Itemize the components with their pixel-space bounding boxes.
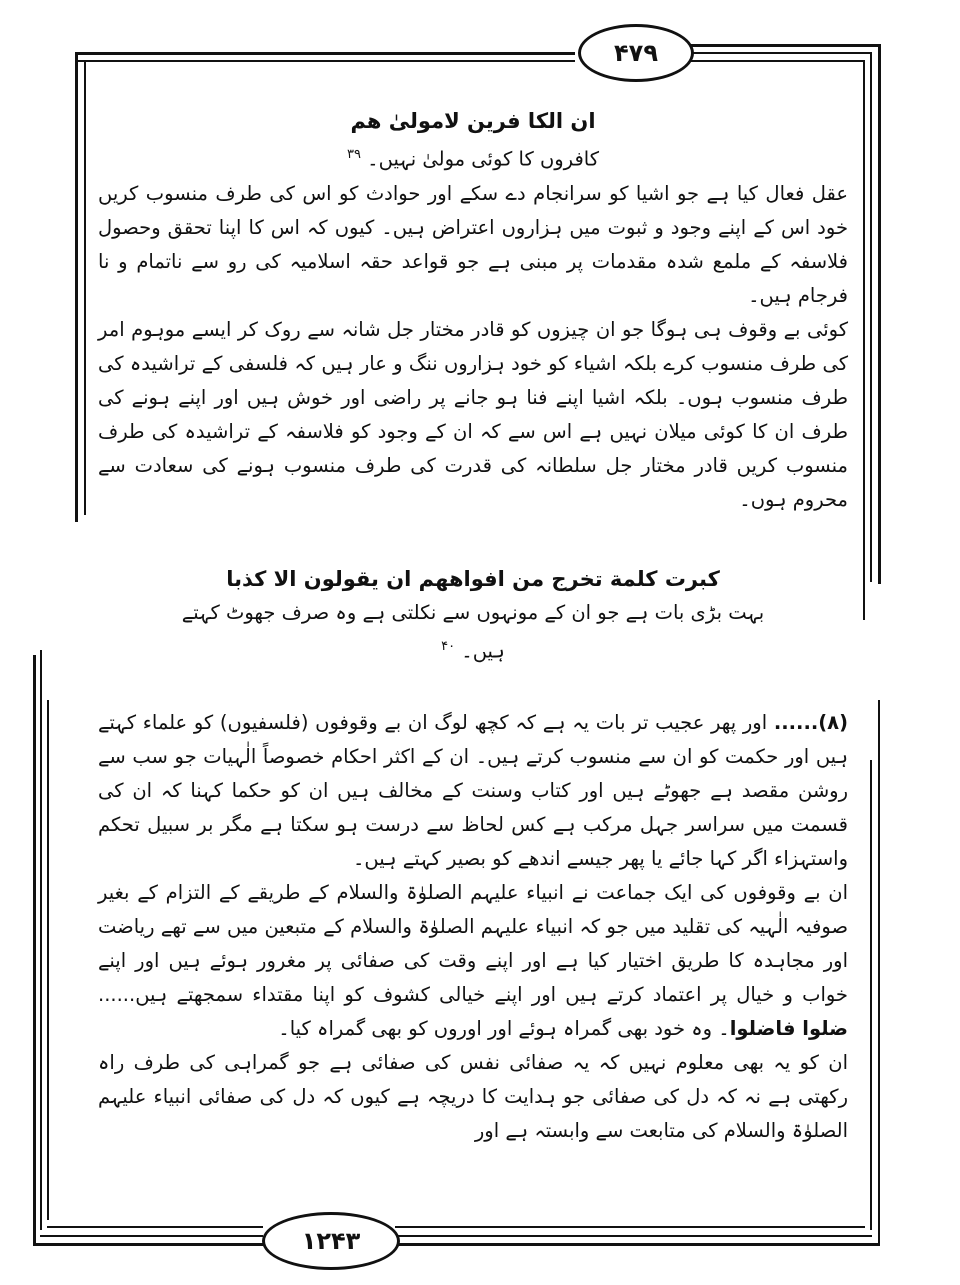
page-number-bottom-text: ۱۲۴۳ [301,1227,361,1255]
item-marker-8: (۸)...... [773,711,848,734]
paragraph-5: ان کو یہ بھی معلوم نہیں کہ یہ صفائی نفس کی صفائی ہے جو گمراہی کی طرف راہ رکھتی ہے نہ کہ دل کی صفائی جو ہدایت کا دریچہ ہے کیوں کہ دل کی صفائی انبیاء علیہم الصلوٰۃ والسلام کی متابعت سے وابستہ ہے اور [98,1051,848,1142]
page-number-top-text: ۴۷۹ [614,39,658,67]
page-number-top [578,24,694,82]
translation-2-line-1: بہت بڑی بات ہے جو ان کے مونہوں سے نکلتی ہے وہ صرف جھوٹ کہتے [181,601,765,624]
arabic-heading-2: كبرت كلمة تخرج من افواههم ان يقولون الا كذبا [226,567,720,591]
footnote-ref-39: ۳۹ [347,147,361,162]
translation-2-line-2 [98,630,848,669]
arabic-heading-1: ان الكا فرين لامولىٰ هم [350,109,596,133]
paragraph-1: عقل فعال کیا ہے جو اشیا کو سرانجام دے سکے اور حوادث کو اس کی طرف منسوب کریں خود اس کے اپنے وجود و ثبوت میں ہزاروں اعتراض ہیں۔ کیوں کہ اس کا اپنا تحقق وحصول فلاسفہ کے ملمع شدہ مقدمات پر مبنی ہے جو قواعد حقہ اسلامیہ کی رو سے ناتمام و نا فرجام ہیں۔ [98,181,848,307]
translation-2-line-2-text: ہیں۔ [461,639,505,663]
paragraph-3 [98,706,848,876]
section-3 [98,706,848,1148]
paragraph-2: کوئی بے وقوف ہی ہوگا جو ان چیزوں کو قادر مختار جل شانہ سے روک کر ایسے موہوم امر کی طرف منسوب کرے بلکہ اشیاء کو خود ہزاروں ننگ و عار ہیں کہ فلسفی کے تراشیدہ کی طرف منسوب ہوں۔ بلکہ اشیا اپنے فنا ہو جانے پر راضی اور خوش ہیں اور اپنے ہونے کی طرف ان کا کوئی میلان نہیں ہے اس سے کہ ان کے وجود کو فلاسفہ کے تراشیدہ کی طرف منسوب کریں قادر مختار جل سلطانہ کی قدرت کی طرف منسوب ہونے کی سعادت سے محروم ہوں۔ [98,317,848,511]
section-1 [98,104,848,517]
paragraph-3-text: اور پھر عجیب تر بات یہ ہے کہ کچھ لوگ ان بے وقوفوں (فلسفیوں) کو علماء کہتے ہیں اور حکمت کو ان سے منسوب کرتے ہیں۔ ان کے اکثر احکام خصوصاً الٰہیات جو سب سے روشن مقصد ہے جھوٹے ہیں اور کتاب وسنت کے مخالف ہیں ان کو حکما کہنا کہ ان کی قسمت میں سراسر جہل مرکب ہے کس لحاظ سے درست ہو سکتا ہے مگر بر سبیل تحکم واستہزاء اگر کہا جائے یا پھر جیسے اندھے کو بصیر کہتے ہیں۔ [98,711,848,870]
footnote-ref-40: ۴۰ [441,639,456,654]
paragraph-4-end: ۔ وہ خود بھی گمراہ ہوئے اور اوروں کو بھی گمراہ کیا۔ [278,1017,730,1040]
paragraph-4-text: ان بے وقوفوں کی ایک جماعت نے انبیاء علیہم الصلوٰۃ والسلام کے طریقے کے التزام کے بغیر صوفیہ الٰہیہ کی تقلید میں جو کہ انبیاء علیہم الصلوٰۃ والسلام کے متبعین میں سے تھے ریاضت اور مجاہدہ کا طریق اختیار کیا ہے اور اپنے وقت کی صفائی پر مغرور ہوئے ہیں اور اپنے خواب و خیال پر اعتماد کرتے ہیں اور اپنے خیالی کشوف کو اپنا مقتداء سمجھتے ہیں...... [98,881,848,1006]
translation-1-text: کافروں کا کوئی مولیٰ نہیں۔ [367,147,599,171]
arabic-inline-quote: ضلوا فاضلوا [729,1017,848,1040]
translation-1 [98,138,848,177]
page-number-bottom [262,1212,400,1270]
paragraph-4 [98,876,848,1046]
section-2 [98,562,848,669]
